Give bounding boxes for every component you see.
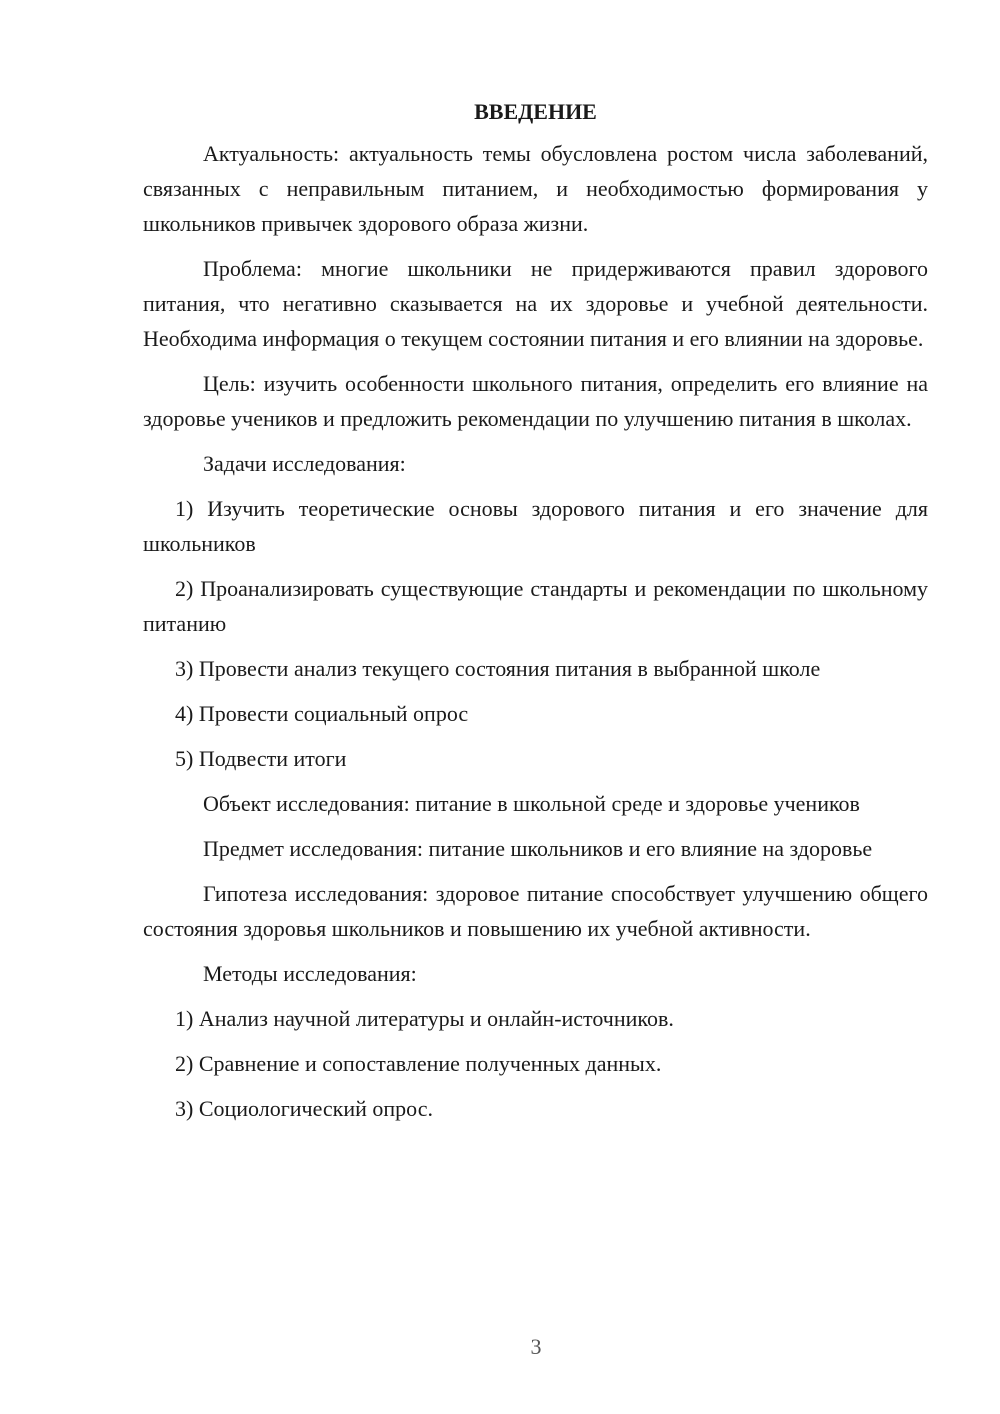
task-item: 1) Изучить теоретические основы здорового питания и его значение для школьников [143, 496, 928, 556]
problem-paragraph: Проблема: многие школьники не придерживаются правил здорового питания, что негативно сказывается на их здоровье и учебной деятельности. Необходима информация о текущем состоянии питания и его влиянии на здоровье. [143, 256, 928, 351]
task-item: 4) Провести социальный опрос [175, 701, 469, 726]
method-item: 2) Сравнение и сопоставление полученных данных. [175, 1051, 662, 1076]
page-title: ВВЕДЕНИЕ [474, 99, 597, 124]
object-paragraph: Объект исследования: питание в школьной среде и здоровье учеников [203, 791, 860, 816]
methods-label: Методы исследования: [203, 961, 417, 986]
method-item: 1) Анализ научной литературы и онлайн-источников. [175, 1006, 674, 1031]
page-number: 3 [530, 1334, 542, 1359]
subject-paragraph: Предмет исследования: питание школьников и его влияние на здоровье [203, 836, 873, 861]
method-item: 3) Социологический опрос. [175, 1096, 433, 1121]
task-item: 5) Подвести итоги [175, 746, 347, 771]
hypothesis-paragraph: Гипотеза исследования: здоровое питание способствует улучшению общего состояния здоровья школьников и повышению их учебной активности. [143, 881, 928, 941]
relevance-paragraph: Актуальность: актуальность темы обусловлена ростом числа заболеваний, связанных с неправильным питанием, и необходимостью формирования у школьников привычек здорового образа жизни. [143, 141, 928, 236]
tasks-label: Задачи исследования: [203, 451, 406, 476]
task-item: 3) Провести анализ текущего состояния питания в выбранной школе [175, 656, 821, 681]
goal-paragraph: Цель: изучить особенности школьного питания, определить его влияние на здоровье учеников и предложить рекомендации по улучшению питания в школах. [143, 371, 928, 431]
task-item: 2) Проанализировать существующие стандарты и рекомендации по школьному питанию [143, 576, 928, 636]
